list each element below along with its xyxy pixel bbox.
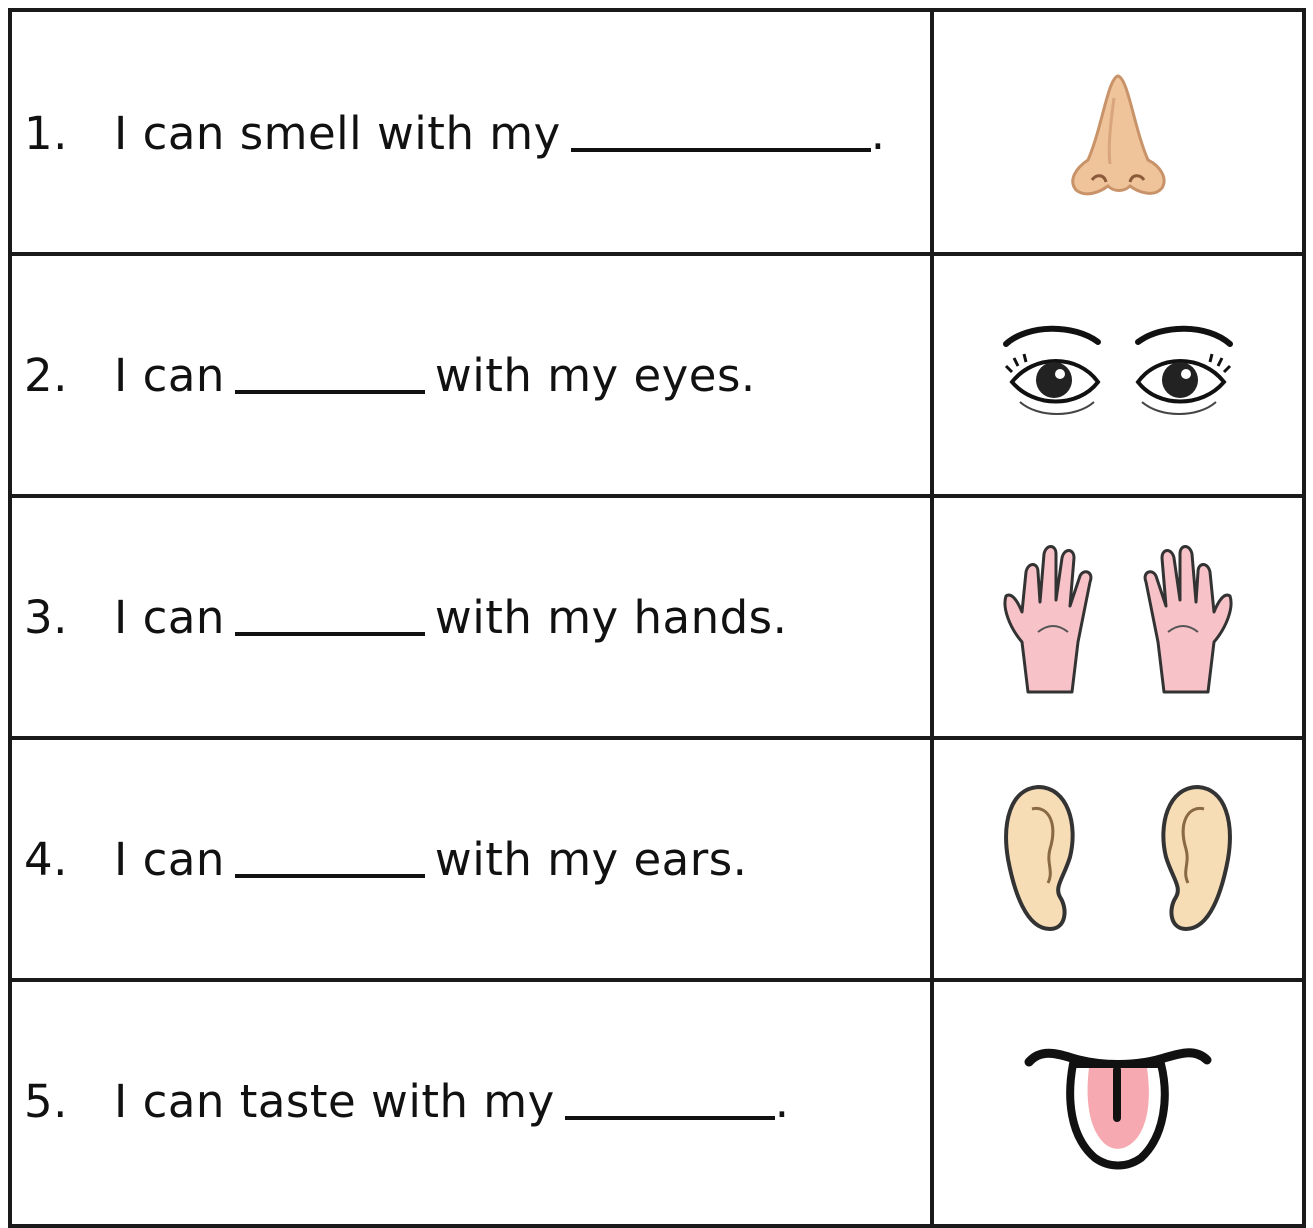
sentence <box>24 12 924 254</box>
sentence <box>24 980 924 1222</box>
worksheet-row <box>12 12 1302 254</box>
answer-blank[interactable] <box>235 598 425 636</box>
worksheet-row <box>12 738 1302 980</box>
sentence-start: I can smell with my <box>114 106 561 160</box>
worksheet-row <box>12 496 1302 738</box>
sentence <box>24 496 924 738</box>
tongue-icon <box>934 980 1302 1222</box>
answer-blank[interactable] <box>235 356 425 394</box>
senses-worksheet <box>8 8 1306 1228</box>
sentence-end: with my hands. <box>434 590 788 644</box>
sentence-end: . <box>870 106 886 160</box>
item-number: 3. <box>24 590 68 644</box>
hands-icon <box>934 496 1302 738</box>
sentence-start: I can <box>114 590 225 644</box>
worksheet-row <box>12 254 1302 496</box>
answer-blank[interactable] <box>235 840 425 878</box>
sentence-end: with my ears. <box>434 832 748 886</box>
sentence-end: . <box>774 1074 790 1128</box>
nose-icon <box>934 12 1302 254</box>
sentence <box>24 738 924 980</box>
answer-blank[interactable] <box>571 114 871 152</box>
item-number: 4. <box>24 832 68 886</box>
sentence <box>24 254 924 496</box>
answer-blank[interactable] <box>565 1082 775 1120</box>
sentence-start: I can <box>114 832 225 886</box>
eyes-icon <box>934 254 1302 496</box>
item-number: 1. <box>24 106 68 160</box>
ears-icon <box>934 738 1302 980</box>
sentence-end: with my eyes. <box>434 348 756 402</box>
item-number: 2. <box>24 348 68 402</box>
worksheet-row <box>12 980 1302 1222</box>
item-number: 5. <box>24 1074 68 1128</box>
sentence-start: I can taste with my <box>114 1074 555 1128</box>
sentence-start: I can <box>114 348 225 402</box>
